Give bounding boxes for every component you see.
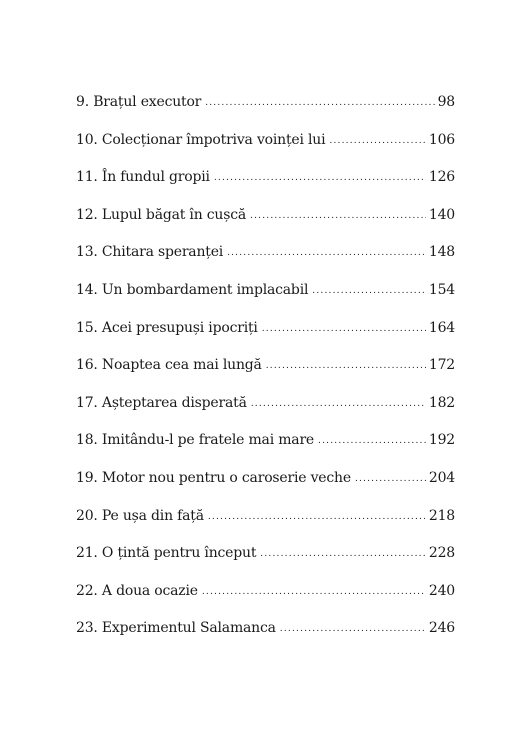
toc-dot-leader <box>205 98 434 108</box>
toc-entry-page-number: 218 <box>428 507 455 524</box>
toc-dot-leader <box>214 173 426 183</box>
toc-entry-page-number: 228 <box>428 545 455 562</box>
toc-entry-page-number: 172 <box>428 357 455 374</box>
toc-entry <box>76 470 455 508</box>
toc-entry <box>76 244 455 282</box>
toc-entry-title: 11. În fundul gropii <box>76 169 210 186</box>
table-of-contents <box>76 94 455 658</box>
toc-dot-leader <box>262 324 426 334</box>
toc-entry-page-number: 240 <box>428 582 455 599</box>
toc-dot-leader <box>202 587 426 597</box>
toc-entry <box>76 320 455 358</box>
toc-entry <box>76 357 455 395</box>
toc-dot-leader <box>208 512 426 522</box>
toc-entry <box>76 545 455 583</box>
toc-entry-title: 14. Un bombardament implacabil <box>76 281 309 298</box>
toc-entry-page-number: 204 <box>428 469 455 486</box>
toc-entry <box>76 169 455 207</box>
toc-entry-title: 13. Chitara speranței <box>76 244 224 261</box>
toc-entry-page-number: 154 <box>428 281 455 298</box>
toc-entry-page-number: 192 <box>428 432 455 449</box>
toc-entry-title: 19. Motor nou pentru o caroserie veche <box>76 469 351 486</box>
toc-entry-page-number: 182 <box>428 394 455 411</box>
toc-entry <box>76 282 455 320</box>
toc-entry <box>76 207 455 245</box>
toc-entry-page-number: 246 <box>428 620 455 637</box>
toc-dot-leader <box>318 436 426 446</box>
toc-entry <box>76 508 455 546</box>
toc-entry-title: 23. Experimentul Salamanca <box>76 620 276 637</box>
toc-dot-leader <box>266 361 426 371</box>
toc-entry <box>76 94 455 132</box>
toc-entry-title: 21. O țintă pentru început <box>76 545 257 562</box>
toc-entry-page-number: 106 <box>428 131 455 148</box>
toc-entry-title: 12. Lupul băgat în cușcă <box>76 206 247 223</box>
toc-dot-leader <box>312 286 426 296</box>
toc-entry-title: 20. Pe ușa din față <box>76 507 204 524</box>
toc-dot-leader <box>227 248 426 258</box>
toc-entry-page-number: 148 <box>428 244 455 261</box>
toc-dot-leader <box>329 136 425 146</box>
toc-dot-leader <box>355 474 426 484</box>
toc-entry <box>76 395 455 433</box>
toc-entry <box>76 583 455 621</box>
toc-entry-title: 10. Colecționar împotriva voinței lui <box>76 131 326 148</box>
toc-dot-leader <box>260 549 426 559</box>
toc-entry-title: 15. Acei presupuși ipocriți <box>76 319 258 336</box>
toc-dot-leader <box>250 211 426 221</box>
toc-entry-page-number: 164 <box>428 319 455 336</box>
toc-entry-title: 18. Imitându-l pe fratele mai mare <box>76 432 315 449</box>
toc-entry-title: 9. Brațul executor <box>76 94 202 110</box>
toc-entry-title: 16. Noaptea cea mai lungă <box>76 357 262 374</box>
toc-entry-page-number: 140 <box>428 206 455 223</box>
toc-dot-leader <box>251 399 426 409</box>
toc-entry-title: 22. A doua ocazie <box>76 582 198 599</box>
toc-entry-page-number: 98 <box>437 94 455 110</box>
toc-dot-leader <box>280 624 426 634</box>
toc-entry <box>76 132 455 170</box>
toc-entry <box>76 432 455 470</box>
toc-entry-page-number: 126 <box>428 169 455 186</box>
toc-entry-title: 17. Așteptarea disperată <box>76 394 247 411</box>
toc-entry <box>76 620 455 658</box>
